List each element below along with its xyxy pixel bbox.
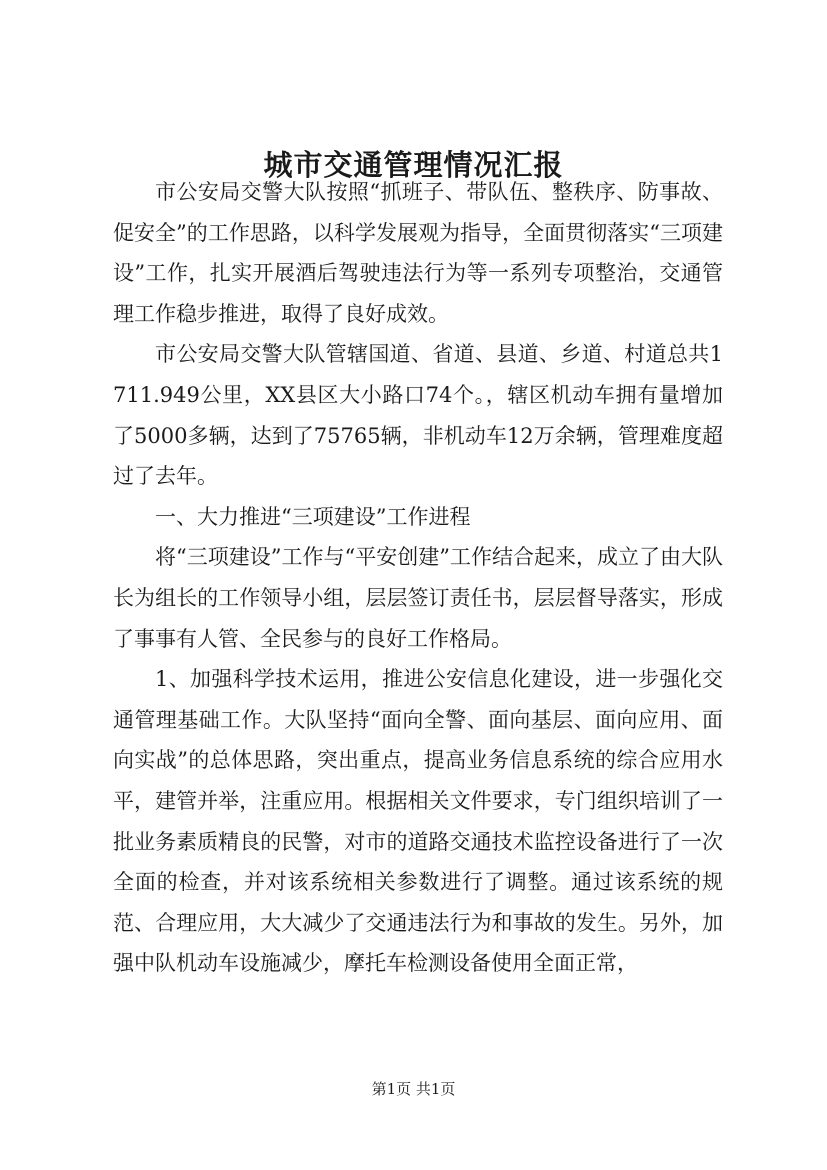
document-body xyxy=(113,172,723,984)
section-heading: 一、大力推进“三项建设”工作进程 xyxy=(155,504,471,529)
paragraph-jurisdiction: 市公安局交警大队管辖国道、省道、县道、乡道、村道总共1711.949公里，XX县区大小路口74个。，辖区机动车拥有量增加了5000多辆，达到了75765辆，非机动车12万余辆，管理难度超过了去年。 xyxy=(113,342,723,489)
document-title: 城市交通管理情况汇报 xyxy=(263,148,564,182)
paragraph-leadership: 将“三项建设”工作与“平安创建”工作结合起来，成立了由大队长为组长的工作领导小组，层层签订责任书，层层督导落实，形成了事事有人管、全民参与的良好工作格局。 xyxy=(113,545,723,651)
paragraph-technology: 1、加强科学技术运用，推进公安信息化建设，进一步强化交通管理基础工作。大队坚持“面向全警、面向基层、面向应用、面向实战”的总体思路，突出重点，提高业务信息系统的综合应用水平，建管并举，注重应用。根据相关文件要求，专门组织培训了一批业务素质精良的民警，对市的道路交通技术监控设备进行了一次全面的检查，并对该系统相关参数进行了调整。通过该系统的规范、合理应用，大大减少了交通违法行为和事故的发生。另外，加强中队机动车设施减少，摩托车检测设备使用全面正常， xyxy=(113,667,723,976)
page-number-footer: 第1页 共1页 xyxy=(371,1080,456,1098)
paragraph-intro: 市公安局交警大队按照“抓班子、带队伍、整秩序、防事故、促安全”的工作思路，以科学发展观为指导，全面贯彻落实“三项建设”工作，扎实开展酒后驾驶违法行为等一系列专项整治，交通管理工作稳步推进，取得了良好成效。 xyxy=(113,180,723,326)
